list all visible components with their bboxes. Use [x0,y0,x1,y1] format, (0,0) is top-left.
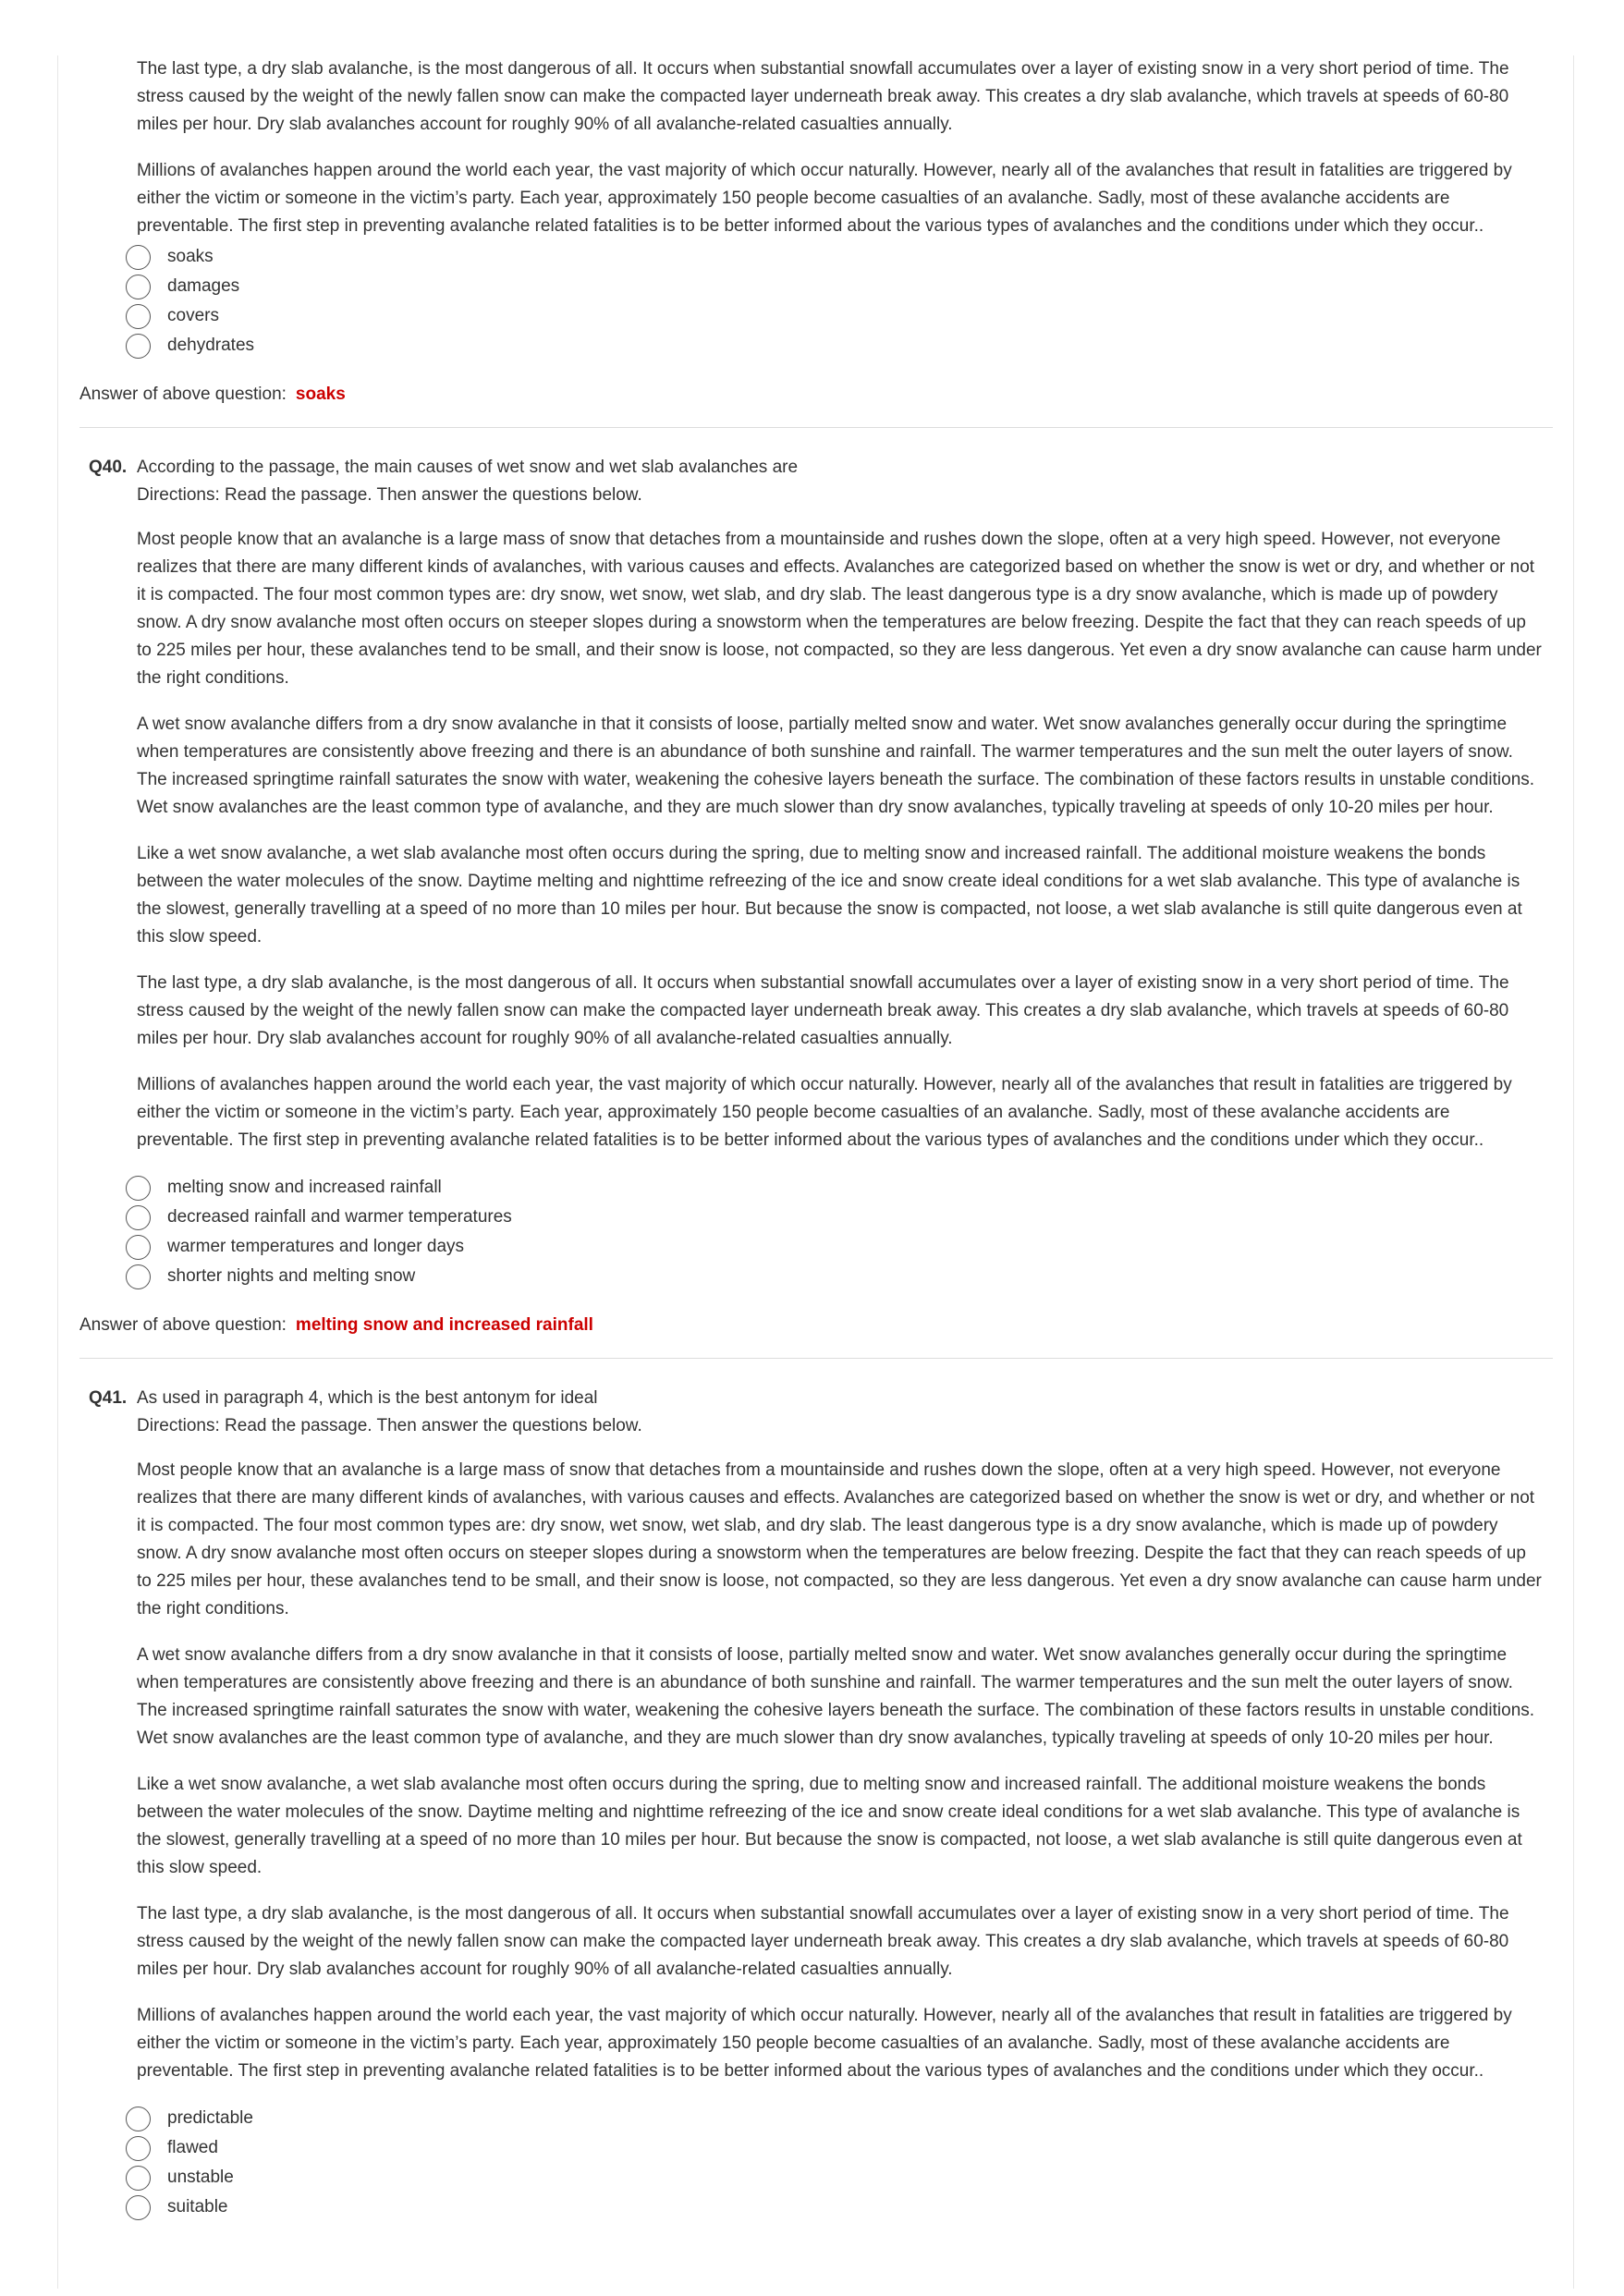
passage-paragraph: Millions of avalanches happen around the world each year, the vast majority of which occur naturally. However, nearly all of the avalanches that result in fatalities are triggered by either the victim or someone in the victim’s party. Each year, approximately 150 people become casualties of an avalanche. Sadly, most of these avalanche accidents are preventable. The first step in preventing avalanche related fatalities is to be better informed about the various types of avalanches and the conditions under which they occur.. [137,1075,1512,1150]
question-41 [79,1385,1553,2222]
option-label: dehydrates [167,336,255,355]
passage-paragraph: The last type, a dry slab avalanche, is the most dangerous of all. It occurs when substantial snowfall accumulates over a layer of existing snow in a very short period of time. The stress caused by the weight of the newly fallen snow can make the compacted layer underneath break away. This creates a dry slab avalanche, which travels at speeds of 60-80 miles per hour. Dry slab avalanches account for roughly 90% of all avalanche-related casualties annually. [137,59,1509,134]
radio-button[interactable] [126,304,151,329]
passage-paragraph: Most people know that an avalanche is a large mass of snow that detaches from a mountainside and rushes down the slope, often at a very high speed. However, not everyone realizes that there are many different kinds of avalanches, with various causes and effects. Avalanches are categorized based on whether the snow is wet or dry, and whether or not it is compacted. The four most common types are: dry snow, wet snow, wet slab, and dry slab. The least dangerous type is a dry snow avalanche, which is made up of powdery snow. A dry snow avalanche most often occurs on steeper slopes during a snowstorm when the temperatures are below freezing. Despite the fact that they can reach speeds of up to 225 miles per hour, these avalanches tend to be small, and their snow is loose, not compacted, so they are less dangerous. Yet even a dry snow avalanche can cause harm under the right conditions. [137,530,1542,688]
question-header [89,1385,1553,1457]
radio-button[interactable] [126,1205,151,1230]
radio-button[interactable] [126,1235,151,1260]
radio-button[interactable] [126,334,151,359]
question-directions: Directions: Read the passage. Then answer the questions below. [137,1416,642,1435]
option-label: unstable [167,2168,234,2187]
question-40 [79,454,1553,1339]
option-label: covers [167,306,219,325]
option-label: melting snow and increased rainfall [167,1178,442,1197]
passage-paragraph: The last type, a dry slab avalanche, is the most dangerous of all. It occurs when substantial snowfall accumulates over a layer of existing snow in a very short period of time. The stress caused by the weight of the newly fallen snow can make the compacted layer underneath break away. This creates a dry slab avalanche, which travels at speeds of 60-80 miles per hour. Dry slab avalanches account for roughly 90% of all avalanche-related casualties annually. [137,1904,1509,1979]
option-covers[interactable] [126,301,1553,331]
answer-line [79,1312,1553,1339]
option-soaks[interactable] [126,242,1553,272]
answer-options [126,1173,1553,1291]
radio-button[interactable] [126,245,151,270]
passage-paragraph: A wet snow avalanche differs from a dry snow avalanche in that it consists of loose, partially melted snow and water. Wet snow avalanches generally occur during the springtime when temperatures are consistently above freezing and there is an abundance of both sunshine and rainfall. The warmer temperatures and the sun melt the outer layers of snow. The increased springtime rainfall saturates the snow with water, weakening the cohesive layers beneath the surface. The combination of these factors results in unstable conditions. Wet snow avalanches are the least common type of avalanche, and they are much slower than dry snow avalanches, typically traveling at speeds of only 10-20 miles per hour. [137,1645,1535,1748]
option-label: damages [167,276,240,296]
option-warmer-temperatures[interactable] [126,1232,1553,1262]
answer-options [126,2104,1553,2222]
option-label: shorter nights and melting snow [167,1266,416,1286]
divider [79,427,1553,428]
answer-label: Answer of above question: [79,385,287,404]
option-label: decreased rainfall and warmer temperatures [167,1207,512,1227]
radio-button[interactable] [126,1264,151,1289]
question-39-continued [79,55,1553,409]
option-shorter-nights[interactable] [126,1262,1553,1291]
radio-button[interactable] [126,2166,151,2191]
passage-paragraph: Like a wet snow avalanche, a wet slab avalanche most often occurs during the spring, due to melting snow and increased rainfall. The additional moisture weakens the bonds between the water molecules of the snow. Daytime melting and nighttime refreezing of the ice and snow create ideal conditions for a wet slab avalanche. This type of avalanche is the slowest, generally travelling at a speed of no more than 10 miles per hour. But because the snow is compacted, not loose, a wet slab avalanche is still quite dangerous even at this slow speed. [137,844,1522,946]
left-frame-border [57,55,58,2289]
question-directions: Directions: Read the passage. Then answer the questions below. [137,485,642,505]
question-text: According to the passage, the main causes of wet snow and wet slab avalanches are [137,458,799,477]
question-number: Q41. [89,1388,128,1408]
radio-button[interactable] [126,275,151,299]
answer-value: melting snow and increased rainfall [295,1315,593,1335]
answer-line [79,381,1553,409]
passage-paragraph: Millions of avalanches happen around the world each year, the vast majority of which occur naturally. However, nearly all of the avalanches that result in fatalities are triggered by either the victim or someone in the victim’s party. Each year, approximately 150 people become casualties of an avalanche. Sadly, most of these avalanche accidents are preventable. The first step in preventing avalanche related fatalities is to be better informed about the various types of avalanches and the conditions under which they occur.. [137,2006,1512,2081]
passage-paragraph: Most people know that an avalanche is a large mass of snow that detaches from a mountainside and rushes down the slope, often at a very high speed. However, not everyone realizes that there are many different kinds of avalanches, with various causes and effects. Avalanches are categorized based on whether the snow is wet or dry, and whether or not it is compacted. The four most common types are: dry snow, wet snow, wet slab, and dry slab. The least dangerous type is a dry snow avalanche, which is made up of powdery snow. A dry snow avalanche most often occurs on steeper slopes during a snowstorm when the temperatures are below freezing. Despite the fact that they can reach speeds of up to 225 miles per hour, these avalanches tend to be small, and their snow is loose, not compacted, so they are less dangerous. Yet even a dry snow avalanche can cause harm under the right conditions. [137,1460,1542,1618]
option-unstable[interactable] [126,2163,1553,2192]
quiz-page [79,55,1553,2222]
answer-options [126,242,1553,360]
option-melting-snow[interactable] [126,1173,1553,1203]
right-frame-border [1573,55,1574,2289]
passage-paragraph: Like a wet snow avalanche, a wet slab avalanche most often occurs during the spring, due to melting snow and increased rainfall. The additional moisture weakens the bonds between the water molecules of the snow. Daytime melting and nighttime refreezing of the ice and snow create ideal conditions for a wet slab avalanche. This type of avalanche is the slowest, generally travelling at a speed of no more than 10 miles per hour. But because the snow is compacted, not loose, a wet slab avalanche is still quite dangerous even at this slow speed. [137,1775,1522,1877]
question-number: Q40. [89,458,128,477]
radio-button[interactable] [126,2107,151,2131]
option-label: flawed [167,2138,218,2157]
option-label: warmer temperatures and longer days [167,1237,465,1256]
option-predictable[interactable] [126,2104,1553,2133]
passage-paragraph: The last type, a dry slab avalanche, is the most dangerous of all. It occurs when substantial snowfall accumulates over a layer of existing snow in a very short period of time. The stress caused by the weight of the newly fallen snow can make the compacted layer underneath break away. This creates a dry slab avalanche, which travels at speeds of 60-80 miles per hour. Dry slab avalanches account for roughly 90% of all avalanche-related casualties annually. [137,973,1509,1048]
question-header [89,454,1553,526]
question-text: As used in paragraph 4, which is the best antonym for ideal [137,1388,598,1408]
option-label: suitable [167,2197,228,2217]
radio-button[interactable] [126,2136,151,2161]
option-decreased-rainfall[interactable] [126,1203,1553,1232]
passage-paragraph: A wet snow avalanche differs from a dry snow avalanche in that it consists of loose, partially melted snow and water. Wet snow avalanches generally occur during the springtime when temperatures are consistently above freezing and there is an abundance of both sunshine and rainfall. The warmer temperatures and the sun melt the outer layers of snow. The increased springtime rainfall saturates the snow with water, weakening the cohesive layers beneath the surface. The combination of these factors results in unstable conditions. Wet snow avalanches are the least common type of avalanche, and they are much slower than dry snow avalanches, typically traveling at speeds of only 10-20 miles per hour. [137,714,1535,817]
option-dehydrates[interactable] [126,331,1553,360]
radio-button[interactable] [126,1176,151,1201]
divider [79,1358,1553,1359]
answer-value: soaks [295,385,346,404]
option-damages[interactable] [126,272,1553,301]
option-label: predictable [167,2108,253,2128]
option-label: soaks [167,247,214,266]
answer-label: Answer of above question: [79,1315,287,1335]
option-flawed[interactable] [126,2133,1553,2163]
radio-button[interactable] [126,2195,151,2220]
option-suitable[interactable] [126,2192,1553,2222]
passage-paragraph: Millions of avalanches happen around the world each year, the vast majority of which occur naturally. However, nearly all of the avalanches that result in fatalities are triggered by either the victim or someone in the victim’s party. Each year, approximately 150 people become casualties of an avalanche. Sadly, most of these avalanche accidents are preventable. The first step in preventing avalanche related fatalities is to be better informed about the various types of avalanches and the conditions under which they occur.. [137,161,1512,236]
